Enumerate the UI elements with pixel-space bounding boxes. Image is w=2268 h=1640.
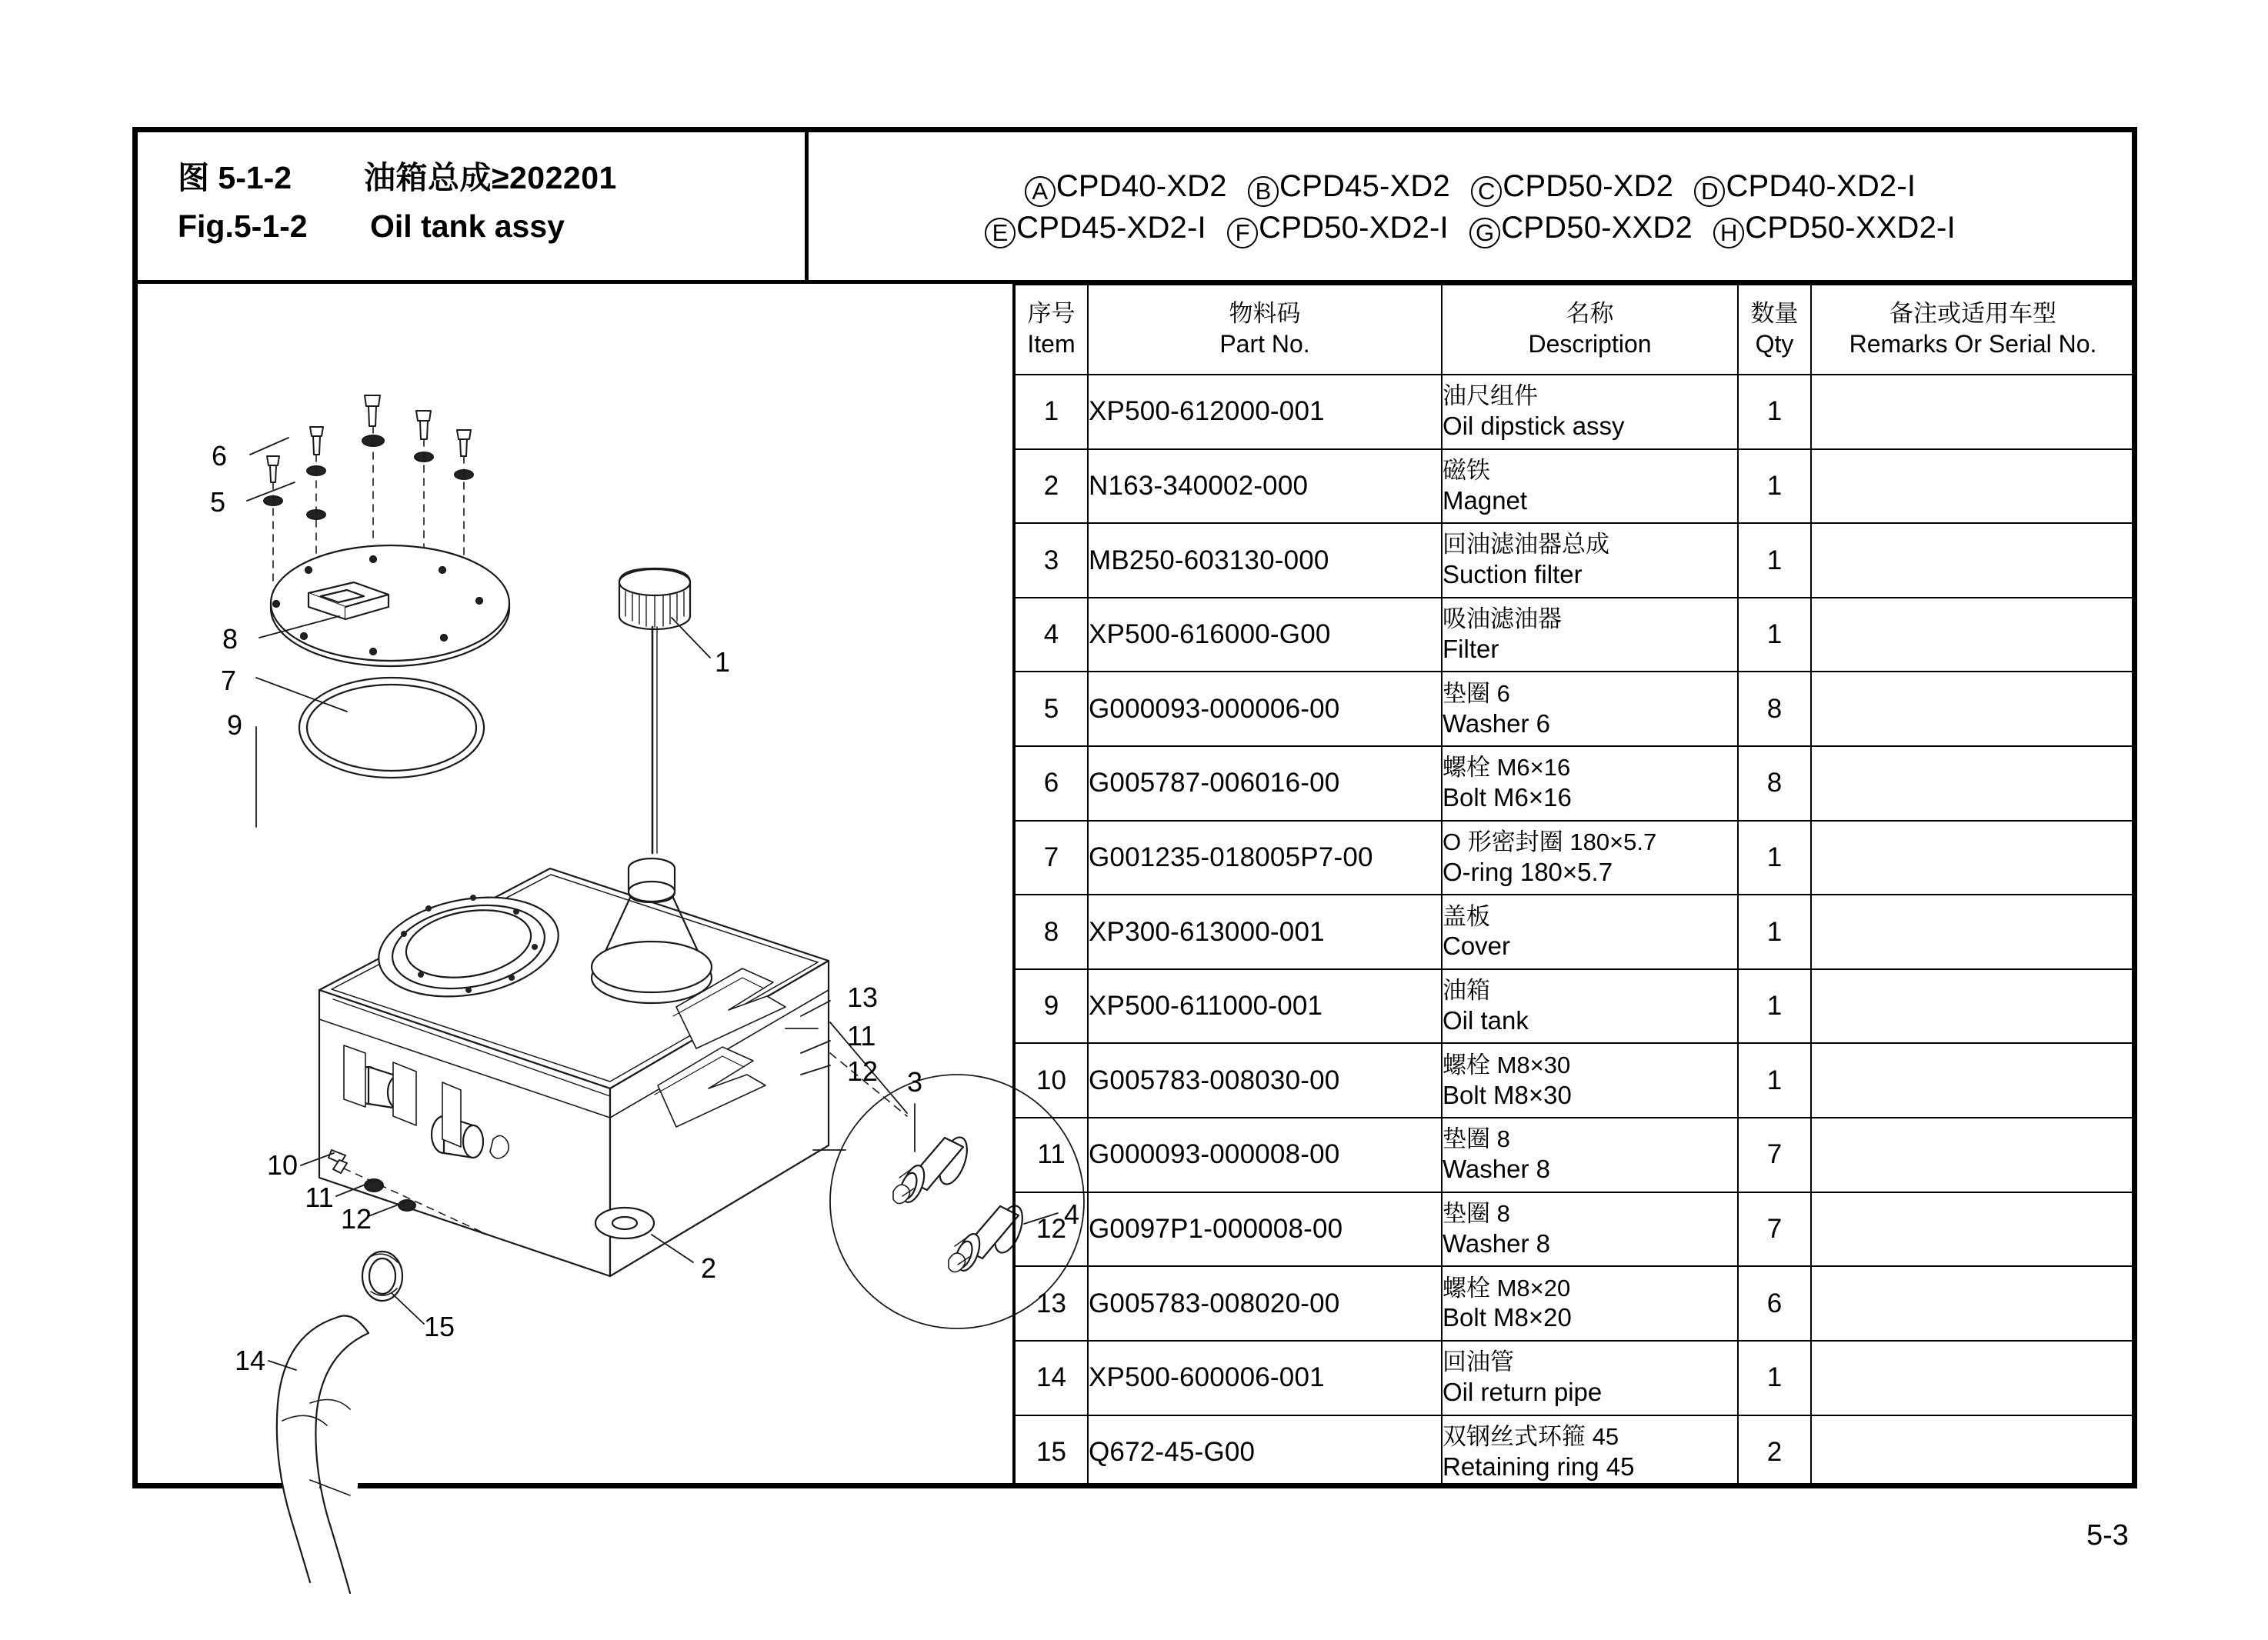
cell-part-no: MB250-603130-000 [1088, 523, 1442, 598]
callout-3: 3 [906, 1066, 923, 1098]
model-entry-d [1694, 169, 1916, 203]
page-frame [132, 127, 2137, 1488]
cell-remarks [1811, 375, 2135, 449]
cell-part-no: G005783-008030-00 [1088, 1043, 1442, 1118]
model-row-1 [1025, 166, 1916, 208]
description-en: Magnet [1443, 485, 1528, 515]
description-en: Bolt M8×20 [1443, 1303, 1572, 1332]
description-en: Bolt M8×30 [1443, 1080, 1572, 1109]
model-name-f: CPD50-XD2-I [1259, 211, 1449, 245]
o-ring [299, 678, 484, 778]
cell-remarks [1811, 746, 2135, 821]
model-name-a: CPD40-XD2 [1056, 169, 1227, 204]
table-row [1016, 375, 2135, 449]
cell-qty: 1 [1738, 523, 1811, 598]
cell-qty: 1 [1738, 821, 1811, 895]
cell-remarks [1811, 1192, 2135, 1267]
cell-qty: 1 [1738, 598, 1811, 672]
parts-table [1016, 284, 2136, 1488]
callout-12: 12 [847, 1055, 879, 1087]
cell-remarks [1811, 672, 2135, 746]
table-row [1016, 523, 2135, 598]
cell-description [1442, 375, 1738, 449]
description-cn: 垫圈 8 [1443, 1199, 1510, 1227]
oil-tank-body [319, 858, 829, 1276]
cell-item: 13 [1016, 1266, 1088, 1341]
cell-item: 10 [1016, 1043, 1088, 1118]
callout-5: 5 [209, 486, 226, 518]
table-row [1016, 746, 2135, 821]
cell-description [1442, 1192, 1738, 1267]
model-name-c: CPD50-XD2 [1503, 169, 1674, 204]
header-remarks-en: Remarks Or Serial No. [1849, 330, 2097, 358]
cell-item: 9 [1016, 969, 1088, 1044]
table-row [1016, 969, 2135, 1044]
description-cn: 螺栓 M6×16 [1443, 754, 1571, 782]
cell-description [1442, 523, 1738, 598]
header-qty-en: Qty [1755, 330, 1794, 358]
callout-14: 14 [234, 1345, 266, 1376]
cell-description [1442, 1415, 1738, 1488]
cell-part-no: G000093-000006-00 [1088, 672, 1442, 746]
cell-part-no: XP500-611000-001 [1088, 969, 1442, 1044]
cell-part-no: G000093-000008-00 [1088, 1118, 1442, 1192]
cell-item: 3 [1016, 523, 1088, 598]
description-cn: 垫圈 6 [1443, 679, 1510, 707]
model-entry-g [1469, 211, 1693, 245]
title-band [138, 132, 2132, 284]
cell-qty: 6 [1738, 1266, 1811, 1341]
description-en: Oil dipstick assy [1443, 412, 1625, 441]
cell-item: 11 [1016, 1118, 1088, 1192]
header-part-no-cn: 物料码 [1229, 300, 1301, 328]
model-entry-c [1471, 169, 1673, 203]
cell-item: 5 [1016, 672, 1088, 746]
circle-mark-g: G [1469, 218, 1500, 248]
cell-description [1442, 1043, 1738, 1118]
cell-remarks [1811, 821, 2135, 895]
cell-description [1442, 821, 1738, 895]
figure-name-en: Oil tank assy [370, 208, 565, 244]
cell-description [1442, 1266, 1738, 1341]
header-qty [1738, 285, 1811, 375]
description-en: Washer 8 [1443, 1228, 1550, 1258]
header-description-cn: 名称 [1566, 300, 1614, 328]
circle-mark-d: D [1694, 176, 1725, 207]
figure-number-cn: 图 5-1-2 [178, 160, 292, 195]
cell-remarks [1811, 1043, 2135, 1118]
figure-name-cn: 油箱总成≥202201 [364, 160, 617, 195]
description-en: Cover [1443, 932, 1511, 961]
header-part-no-en: Part No. [1219, 330, 1310, 358]
callout-6: 6 [211, 440, 228, 472]
cell-qty: 1 [1738, 1341, 1811, 1415]
cell-part-no: XP500-616000-G00 [1088, 598, 1442, 672]
model-name-d: CPD40-XD2-I [1726, 169, 1916, 204]
cell-description [1442, 672, 1738, 746]
description-cn: 盖板 [1443, 902, 1490, 930]
table-row [1016, 1341, 2135, 1415]
washer-group-top [264, 435, 473, 519]
cell-part-no: XP500-612000-001 [1088, 375, 1442, 449]
model-name-h: CPD50-XXD2-I [1745, 211, 1956, 245]
cell-qty: 1 [1738, 895, 1811, 969]
cell-description [1442, 895, 1738, 969]
cell-item: 12 [1016, 1192, 1088, 1267]
description-cn: 油箱 [1443, 977, 1490, 1005]
oil-return-pipe [277, 1316, 369, 1594]
parts-table-container [1012, 284, 2132, 1488]
figure-title-cell [138, 132, 809, 280]
circle-mark-h: H [1713, 218, 1744, 248]
cell-item: 1 [1016, 375, 1088, 449]
cell-remarks [1811, 969, 2135, 1044]
header-item [1016, 285, 1088, 375]
cell-remarks [1811, 449, 2135, 524]
description-en: Bolt M6×16 [1443, 783, 1572, 812]
cell-remarks [1811, 598, 2135, 672]
description-cn: 双钢丝式环箍 45 [1443, 1422, 1619, 1450]
cell-qty: 8 [1738, 672, 1811, 746]
description-en: Retaining ring 45 [1443, 1452, 1635, 1481]
table-row [1016, 598, 2135, 672]
model-entry-a [1025, 169, 1227, 203]
cell-part-no: Q672-45-G00 [1088, 1415, 1442, 1488]
description-en: Oil return pipe [1443, 1378, 1603, 1406]
header-remarks-cn: 备注或适用车型 [1889, 300, 2056, 328]
cell-description [1442, 1341, 1738, 1415]
table-row [1016, 1192, 2135, 1267]
table-row [1016, 1266, 2135, 1341]
callout-11: 11 [847, 1020, 876, 1052]
header-item-cn: 序号 [1027, 300, 1076, 328]
cell-description [1442, 969, 1738, 1044]
callout-15: 15 [423, 1311, 455, 1342]
cell-description [1442, 746, 1738, 821]
cell-part-no: G001235-018005P7-00 [1088, 821, 1442, 895]
description-cn: 油尺组件 [1443, 382, 1538, 410]
model-row-2 [985, 208, 1956, 249]
description-cn: 吸油滤油器 [1443, 605, 1562, 633]
cell-item: 8 [1016, 895, 1088, 969]
header-part-no [1088, 285, 1442, 375]
description-en: Suction filter [1443, 560, 1583, 589]
cell-part-no: G005787-006016-00 [1088, 746, 1442, 821]
cell-part-no: G005783-008020-00 [1088, 1266, 1442, 1341]
callout-4: 4 [1063, 1198, 1080, 1230]
description-en: Washer 6 [1443, 708, 1550, 738]
model-entry-f [1227, 211, 1449, 245]
cell-remarks [1811, 1415, 2135, 1488]
cell-qty: 1 [1738, 375, 1811, 449]
header-remarks [1811, 285, 2135, 375]
figure-title-chinese [178, 152, 805, 198]
description-cn: O 形密封圈 180×5.7 [1443, 828, 1657, 855]
cell-description [1442, 449, 1738, 524]
callout-9: 9 [226, 709, 243, 741]
cell-qty: 8 [1738, 746, 1811, 821]
figure-title-english [178, 208, 805, 245]
figure-number-en: Fig.5-1-2 [178, 208, 308, 244]
header-item-en: Item [1027, 330, 1076, 358]
callout-7: 7 [220, 665, 237, 696]
cell-remarks [1811, 1118, 2135, 1192]
oil-dipstick-assy [619, 568, 690, 853]
table-row [1016, 821, 2135, 895]
table-row [1016, 1118, 2135, 1192]
model-entry-h [1713, 211, 1956, 245]
model-entry-e [985, 211, 1206, 245]
cell-item: 6 [1016, 746, 1088, 821]
callout-10: 10 [266, 1149, 299, 1181]
table-row [1016, 449, 2135, 524]
cell-item: 15 [1016, 1415, 1088, 1488]
parts-table-body [1016, 375, 2135, 1488]
body-area [138, 284, 2132, 1483]
cell-item: 14 [1016, 1341, 1088, 1415]
description-en: Oil tank [1443, 1005, 1529, 1035]
table-row [1016, 1043, 2135, 1118]
hose-clamp [362, 1252, 402, 1301]
callout-8: 8 [222, 623, 238, 655]
description-en: Washer 8 [1443, 1155, 1550, 1184]
cell-qty: 1 [1738, 449, 1811, 524]
callout-1: 1 [714, 646, 731, 678]
cell-qty: 7 [1738, 1118, 1811, 1192]
cell-description [1442, 1118, 1738, 1192]
cell-qty: 7 [1738, 1192, 1811, 1267]
description-cn: 垫圈 8 [1443, 1125, 1510, 1153]
cell-item: 7 [1016, 821, 1088, 895]
cover-plate [271, 545, 509, 666]
description-cn: 螺栓 M8×20 [1443, 1274, 1571, 1302]
header-description-en: Description [1528, 330, 1652, 358]
description-cn: 回油滤油器总成 [1443, 531, 1609, 558]
description-cn: 回油管 [1443, 1348, 1514, 1376]
callout-13: 13 [847, 982, 879, 1013]
model-entry-b [1248, 169, 1450, 203]
cell-item: 2 [1016, 449, 1088, 524]
description-cn: 磁铁 [1443, 456, 1490, 484]
header-description [1442, 285, 1738, 375]
table-header-row [1016, 285, 2135, 375]
model-name-g: CPD50-XXD2 [1501, 211, 1693, 245]
cell-remarks [1811, 1341, 2135, 1415]
cell-remarks [1811, 523, 2135, 598]
table-row [1016, 1415, 2135, 1488]
cell-part-no: XP300-613000-001 [1088, 895, 1442, 969]
callout-12b: 12 [340, 1203, 372, 1235]
cell-qty: 1 [1738, 969, 1811, 1044]
header-qty-cn: 数量 [1750, 300, 1799, 328]
callout-11b: 11 [305, 1182, 334, 1213]
table-row [1016, 895, 2135, 969]
cell-part-no: XP500-600006-001 [1088, 1341, 1442, 1415]
description-cn: 螺栓 M8×30 [1443, 1051, 1571, 1078]
cell-part-no: G0097P1-000008-00 [1088, 1192, 1442, 1267]
circle-mark-f: F [1227, 218, 1258, 248]
cell-qty: 1 [1738, 1043, 1811, 1118]
cell-remarks [1811, 1266, 2135, 1341]
cell-item: 4 [1016, 598, 1088, 672]
description-en: Filter [1443, 634, 1499, 663]
page-number: 5-3 [2086, 1519, 2129, 1552]
circle-mark-e: E [985, 218, 1016, 248]
model-name-e: CPD45-XD2-I [1016, 211, 1206, 245]
circle-mark-b: B [1248, 176, 1279, 207]
model-list-cell [809, 132, 2132, 280]
model-name-b: CPD45-XD2 [1279, 169, 1450, 204]
circle-mark-a: A [1025, 176, 1056, 207]
cell-qty: 2 [1738, 1415, 1811, 1488]
cell-remarks [1811, 895, 2135, 969]
cell-part-no: N163-340002-000 [1088, 449, 1442, 524]
callout-2: 2 [700, 1252, 717, 1284]
cell-description [1442, 598, 1738, 672]
circle-mark-c: C [1471, 176, 1502, 207]
description-en: O-ring 180×5.7 [1443, 857, 1613, 886]
table-row [1016, 672, 2135, 746]
magnet-washer [595, 1208, 654, 1238]
